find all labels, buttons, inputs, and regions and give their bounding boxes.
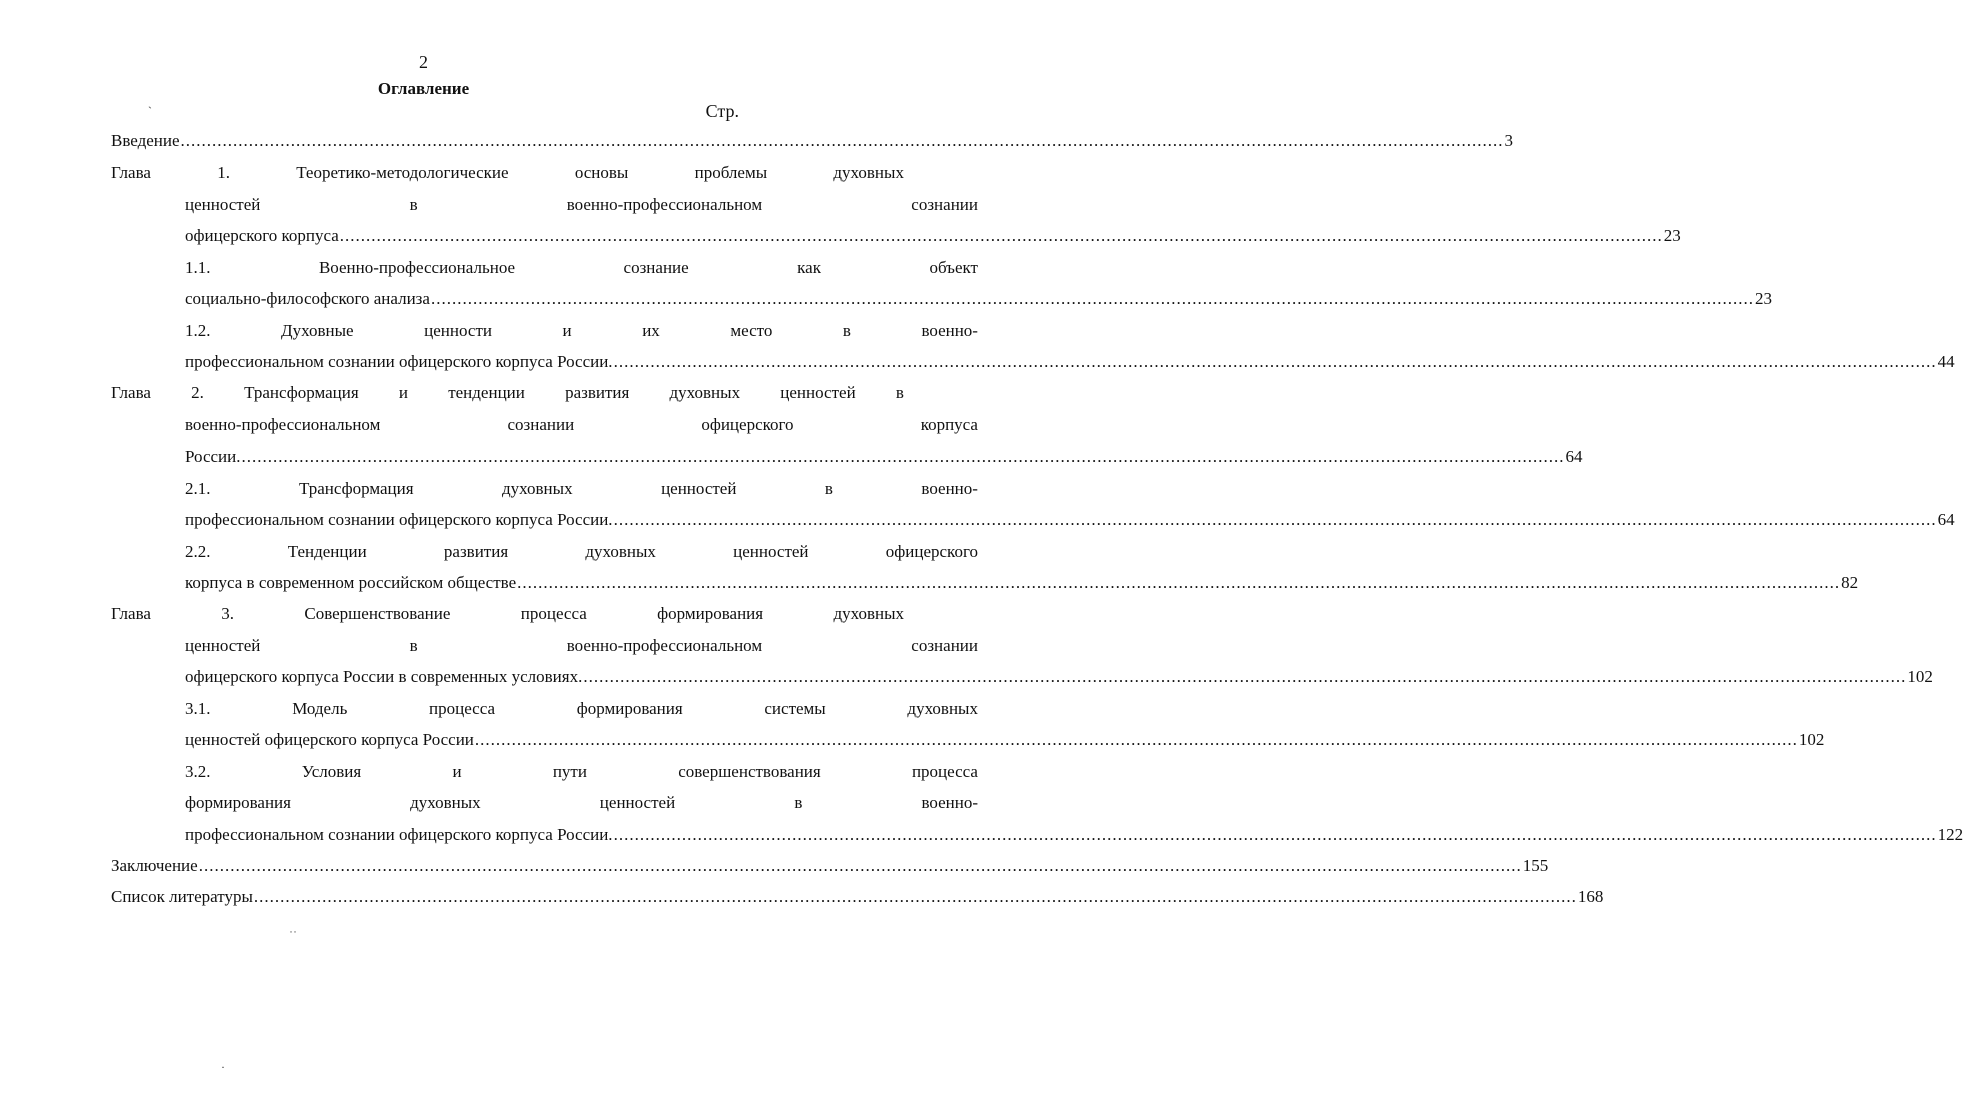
toc-text-line (185, 256, 978, 280)
toc-word: военно- (921, 321, 978, 340)
toc-text-line (185, 634, 978, 658)
toc-word: сознании (507, 415, 575, 434)
toc-text-line (185, 193, 978, 217)
toc-entry-text: корпуса в современном российском обществе (185, 573, 517, 592)
toc-word: военно-профессиональном (566, 636, 763, 655)
toc-word: духовных (669, 383, 741, 402)
toc-text-line (185, 760, 978, 784)
toc-word: место (730, 321, 773, 340)
toc-word: 1.2. (185, 321, 211, 340)
toc-page-number: 82 (1841, 573, 1859, 592)
toc-entry (185, 728, 1825, 752)
toc-entry-text: Введение (111, 131, 180, 150)
toc-title: Оглавление (377, 79, 470, 98)
toc-word: Военно-профессиональное (318, 258, 516, 277)
toc-text-line (185, 540, 978, 564)
toc-word: сознание (623, 258, 689, 277)
toc-word: Тенденции (287, 542, 367, 561)
toc-word: системы (764, 699, 826, 718)
toc-word: формирования (185, 793, 291, 812)
dot-leader (614, 823, 1937, 847)
toc-word: в (895, 383, 904, 402)
toc-word: как (797, 258, 821, 277)
toc-word: Трансформация (298, 479, 414, 498)
toc-word: 2. (191, 383, 204, 402)
toc-word: основы (574, 163, 629, 182)
toc-word: пути (552, 762, 587, 781)
toc-word: Модель (292, 699, 348, 718)
toc-word: офицерского (701, 415, 794, 434)
toc-word: Трансформация (244, 383, 359, 402)
toc-text-line (185, 791, 978, 815)
toc-word: военно-профессиональном (185, 415, 381, 434)
toc-word: объект (929, 258, 978, 277)
toc-word: ценностей (661, 479, 737, 498)
dot-leader (431, 287, 1754, 311)
toc-word: в (409, 195, 418, 214)
toc-word: Глава (111, 604, 151, 623)
toc-word: 2.1. (185, 479, 211, 498)
toc-word: 3. (221, 604, 235, 623)
toc-word: ценностей (733, 542, 809, 561)
toc-word: в (842, 321, 851, 340)
toc-text-line (185, 697, 978, 721)
toc-entry (185, 287, 1772, 311)
scan-speck: ˙˙ (289, 928, 297, 942)
toc-word: процесса (911, 762, 978, 781)
toc-word: совершенствования (678, 762, 821, 781)
toc-word: офицерского (885, 542, 978, 561)
toc-page-number: 23 (1663, 226, 1681, 245)
toc-word: духовных (833, 163, 904, 182)
toc-word: и (398, 383, 408, 402)
toc-entry-text: профессиональном сознании офицерского корпуса России. (185, 825, 613, 844)
toc-entry-text: офицерского корпуса России в современных условиях. (185, 667, 583, 686)
toc-word: проблемы (694, 163, 768, 182)
toc-word: 3.2. (185, 762, 211, 781)
toc-word: ценностей (185, 636, 261, 655)
scan-speck: · (221, 1060, 225, 1074)
dot-leader (614, 508, 1937, 532)
scan-speck: ˋ (148, 104, 152, 118)
toc-text-line (111, 161, 904, 185)
dot-leader (199, 854, 1522, 878)
toc-word: духовных (907, 699, 978, 718)
toc-word: 2.2. (185, 542, 211, 561)
toc-word: в (794, 793, 803, 812)
toc-entry (185, 823, 1963, 847)
toc-page-number: 44 (1937, 352, 1955, 371)
toc-page-number: 122 (1937, 825, 1963, 844)
toc-word: Духовные (281, 321, 354, 340)
toc-word: Условия (301, 762, 362, 781)
toc-entry-text: Заключение (111, 856, 198, 875)
toc-entry-text: Список литературы (111, 887, 253, 906)
page-number: 2 (419, 52, 428, 72)
toc-text-line (185, 413, 978, 437)
dot-leader (475, 728, 1798, 752)
dot-leader (181, 129, 1504, 153)
toc-text-line (185, 477, 978, 501)
toc-word: военно- (921, 793, 978, 812)
toc-word: корпуса (920, 415, 978, 434)
toc-word: духовных (502, 479, 573, 498)
toc-entry (185, 224, 1681, 248)
toc-entry-text: социально-философского анализа (185, 289, 430, 308)
toc-word: и (452, 762, 462, 781)
toc-word: процесса (520, 604, 587, 623)
toc-entry (111, 129, 1514, 153)
toc-entry-text: офицерского корпуса (185, 226, 339, 245)
toc-page-number: 3 (1504, 131, 1514, 150)
toc-entry-text: профессиональном сознании офицерского корпуса России. (185, 352, 613, 371)
toc-page-number: 102 (1798, 730, 1825, 749)
toc-entry (111, 885, 1604, 909)
toc-word: духовных (410, 793, 481, 812)
toc-word: Теоретико-методологические (296, 163, 509, 182)
dot-leader (583, 665, 1906, 689)
toc-word: военно-профессиональном (566, 195, 763, 214)
toc-word: ценностей (599, 793, 676, 812)
toc-entry (111, 854, 1549, 878)
toc-text-line (111, 602, 904, 626)
toc-word: ценностей (185, 195, 261, 214)
toc-word: 3.1. (185, 699, 211, 718)
toc-word: в (824, 479, 833, 498)
toc-entry (185, 445, 1583, 469)
toc-word: 1.1. (185, 258, 211, 277)
toc-entry (185, 350, 1955, 374)
toc-word: в (409, 636, 418, 655)
dot-leader (254, 885, 1577, 909)
dot-leader (340, 224, 1663, 248)
toc-page-number: 64 (1937, 510, 1955, 529)
dot-leader (614, 350, 1937, 374)
toc-text-line (111, 381, 904, 405)
toc-word: духовных (833, 604, 904, 623)
toc-page-number: 102 (1907, 667, 1933, 686)
toc-text-line (185, 319, 978, 343)
toc-word: Совершенствование (304, 604, 451, 623)
toc-word: развития (443, 542, 509, 561)
toc-entry (185, 571, 1859, 595)
toc-page-number: 155 (1522, 856, 1549, 875)
toc-word: Глава (111, 383, 151, 402)
toc-entry-text: профессиональном сознании офицерского корпуса России. (185, 510, 613, 529)
toc-page-number: 64 (1565, 447, 1583, 466)
toc-word: сознании (911, 195, 978, 214)
toc-word: и (562, 321, 572, 340)
toc-word: духовных (585, 542, 656, 561)
toc-word: военно- (921, 479, 978, 498)
toc-page-number: 23 (1754, 289, 1772, 308)
toc-word: их (642, 321, 660, 340)
toc-word: развития (565, 383, 630, 402)
toc-word: формирования (576, 699, 683, 718)
toc-word: процесса (429, 699, 496, 718)
toc-entry-text: ценностей офицерского корпуса России (185, 730, 474, 749)
toc-word: формирования (657, 604, 764, 623)
toc-word: тенденции (448, 383, 525, 402)
toc-entry (185, 665, 1933, 689)
toc-entry-text: России. (185, 447, 241, 466)
toc-word: ценности (424, 321, 492, 340)
page-column-header: Стр. (705, 101, 739, 121)
toc-word: Глава (111, 163, 151, 182)
toc-word: ценностей (780, 383, 856, 402)
toc-word: 1. (217, 163, 230, 182)
dot-leader (242, 445, 1565, 469)
dot-leader (517, 571, 1840, 595)
toc-word: сознании (911, 636, 978, 655)
toc-entry (185, 508, 1955, 532)
toc-page-number: 168 (1577, 887, 1604, 906)
